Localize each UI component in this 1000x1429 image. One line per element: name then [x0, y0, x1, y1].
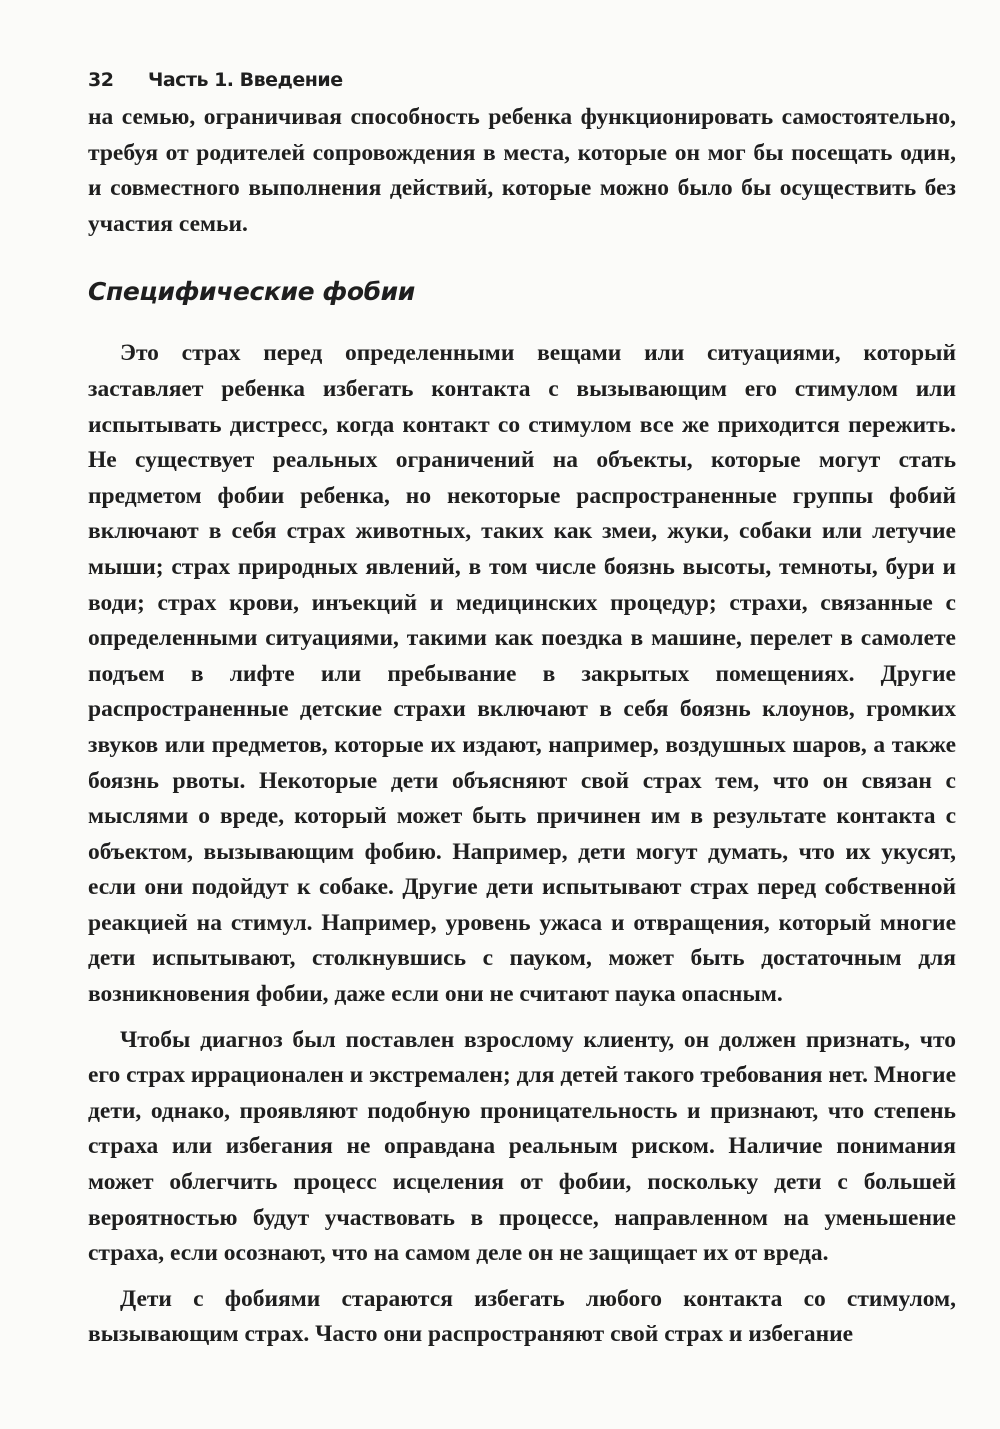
- running-head: [88, 60, 956, 100]
- paragraph-avoidance: Дети с фобиями стараются избегать любого контакта со стимулом, вызывающим страх. Часто они распространяют свой страх и избегание: [88, 1285, 956, 1348]
- body-text: [88, 100, 956, 1353]
- continuation-paragraph: на семью, ограничивая способность ребенка функционировать самостоятельно, требуя от родителей сопровождения в места, которые он мог бы посещать один, и совместного выполнения действий, которые можно было бы осуществить без участия семьи.: [88, 104, 956, 237]
- running-title: Часть 1. Введение: [148, 69, 343, 91]
- page-number: 32: [88, 69, 114, 91]
- paragraph-diagnosis: Чтобы диагноз был поставлен взрослому клиенту, он должен признать, что его страх иррационален и экстремален; для детей такого требования нет. Многие дети, однако, проявляют подобную проницательность и признают, что степень страха или избегания не оправдана реальным риском. Наличие понимания может облегчить процесс исцеления от фобии, поскольку дети с большей вероятностью будут участвовать в процессе, направленном на уменьшение страха, если осознают, что на самом деле он не защищает их от вреда.: [88, 1026, 956, 1267]
- book-page: [88, 60, 956, 1353]
- section-heading: Специфические фобии: [88, 277, 415, 307]
- paragraph-specific-phobias: Это страх перед определенными вещами или ситуациями, который заставляет ребенка избегать контакта с вызывающим его стимулом или испытывать дистресс, когда контакт со стимулом все же приходится пережить. Не существует реальных ограничений на объекты, которые могут стать предметом фобии ребенка, но некоторые распространенные группы фобий включают в себя страх животных, таких как змеи, жуки, собаки или летучие мыши; страх природных явлений, в том числе боязнь высоты, темноты, бури и води; страх крови, инъекций и медицинских процедур; страхи, связанные с определенными ситуациями, такими как поездка в машине, перелет в самолете подъем в лифте или пребывание в закрытых помещениях. Другие распространенные детские страхи включают в себя боязнь клоунов, громких звуков или предметов, которые их издают, например, воздушных шаров, а также боязнь рвоты. Некоторые дети объясняют свой страх тем, что он связан с мыслями о вреде, который может быть причинен им в результате контакта с объектом, вызывающим фобию. Например, дети могут думать, что их укусят, если они подойдут к собаке. Другие дети испытывают страх перед собственной реакцией на стимул. Например, уровень ужаса и отвращения, который многие дети испытывают, столкнувшись с пауком, может быть достаточным для возникновения фобии, даже если они не считают паука опасным.: [88, 340, 956, 1008]
